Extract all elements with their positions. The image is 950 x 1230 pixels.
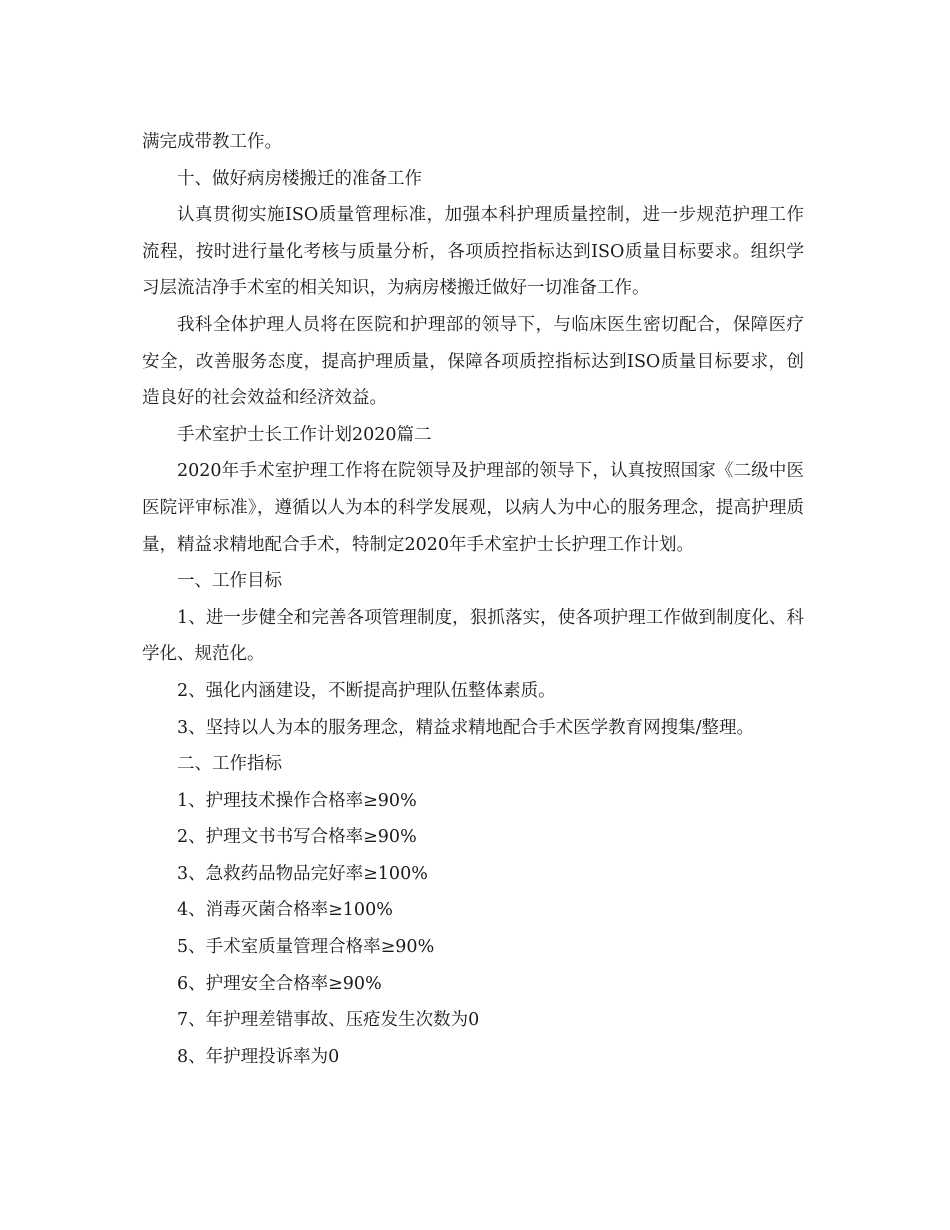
- list-item: 8、年护理投诉率为0: [177, 1046, 340, 1067]
- paragraph: 满完成带教工作。: [142, 132, 282, 152]
- section-heading: 一、工作目标: [177, 571, 282, 592]
- paragraph: 2020年手术室护理工作将在院领导及护理部的领导下，认真按照国家《二级中医医院评审标准》，遵循以人为本的科学发展观，以病人为中心的服务理念，提高护理质量，精益求精地配合手术，特制定2020年手术室护士长护理工作计划。: [142, 461, 804, 555]
- list-item: 2、护理文书书写合格率≥90%: [177, 827, 417, 848]
- list-item: 7、年护理差错事故、压疮发生次数为0: [177, 1010, 480, 1031]
- list-item: 6、护理安全合格率≥90%: [177, 973, 382, 994]
- list-item: 5、手术室质量管理合格率≥90%: [177, 937, 435, 958]
- section-heading: 二、工作指标: [177, 754, 282, 775]
- list-item: 2、强化内涵建设，不断提高护理队伍整体素质。: [177, 680, 556, 701]
- list-item: 3、急救药品物品完好率≥100%: [177, 863, 428, 884]
- section-heading: 十、做好病房楼搬迁的准备工作: [177, 168, 422, 189]
- list-item: 1、护理技术操作合格率≥90%: [177, 790, 417, 811]
- document-body: [142, 124, 804, 1075]
- list-item: 1、进一步健全和完善各项管理制度，狠抓落实，使各项护理工作做到制度化、科学化、规范化。: [142, 607, 804, 665]
- paragraph: 认真贯彻实施ISO质量管理标准，加强本科护理质量控制，进一步规范护理工作流程，按时进行量化考核与质量分析，各项质控指标达到ISO质量目标要求。组织学习层流洁净手术室的相关知识，为病房楼搬迁做好一切准备工作。: [142, 205, 804, 299]
- list-item: 4、消毒灭菌合格率≥100%: [177, 900, 393, 921]
- paragraph: 我科全体护理人员将在医院和护理部的领导下，与临床医生密切配合，保障医疗安全，改善服务态度，提高护理质量，保障各项质控指标达到ISO质量目标要求，创造良好的社会效益和经济效益。: [142, 314, 804, 409]
- section-title: 手术室护士长工作计划2020篇二: [177, 424, 432, 445]
- list-item: 3、坚持以人为本的服务理念，精益求精地配合手术医学教育网搜集/整理。: [177, 717, 755, 738]
